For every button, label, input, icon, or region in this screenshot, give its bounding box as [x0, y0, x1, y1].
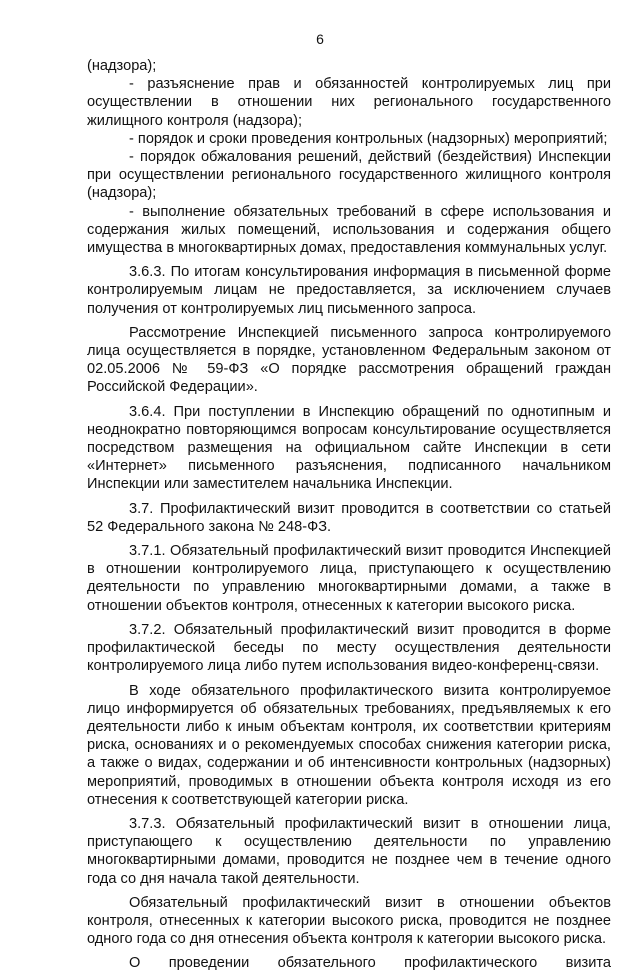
paragraph-3-6-3: 3.6.3. По итогам консультирования информация в письменной форме контролируемым лицам не предоставляется, за исключением случаев получения от контролируемых лиц письменного запроса. [87, 264, 611, 317]
list-item-control-procedure: - порядок и сроки проведения контрольных (надзорных) мероприятий; [129, 130, 608, 147]
list-item-appeal-procedure: - порядок обжалования решений, действий (бездействия) Инспекции при осуществлении регионального государственного жилищного контроля (надзора); [87, 149, 611, 202]
paragraph-3-7-1: 3.7.1. Обязательный профилактический визит проводится Инспекцией в отношении контролируемого лица, приступающего к осуществлению деятельности по управлению многоквартирными домами, а также в отношении объектов контроля, отнесенных к категории высокого риска. [87, 543, 611, 614]
list-item-mandatory-requirements: - выполнение обязательных требований в сфере использования и содержания жилых помещений, использования и содержания общего имущества в многоквартирных домах, предоставления коммунальных услуг. [87, 203, 611, 257]
page-number: 6 [316, 31, 324, 47]
paragraph-high-risk-visit: Обязательный профилактический визит в отношении объектов контроля, отнесенных к категории высокого риска, проводится не позднее одного года со дня отнесения объекта контроля к категории высокого риска. [87, 894, 611, 948]
paragraph-visit-notice: О проведении обязательного профилактического визита [129, 955, 611, 972]
paragraph-visit-information: В ходе обязательного профилактического визита контролируемое лицо информируется об обязательных требованиях, предъявляемых к его деятельности либо к иным объектам контроля, их соответствии критериям риска, основаниях и о рекомендуемых способах снижения категории риска, а также о видах, содержании и об интенсивности контрольных (надзорных) мероприятий, проводимых в отношении объекта контроля исходя из его отнесения к соответствующей категории риска. [87, 682, 611, 808]
paragraph-3-7-3: 3.7.3. Обязательный профилактический визит в отношении лица, приступающего к осуществлению деятельности по управлению многоквартирными домами, проводится не позднее чем в течение одного года со дня начала такой деятельности. [87, 815, 611, 887]
paragraph-3-6-4: 3.6.4. При поступлении в Инспекцию обращений по однотипным и неоднократно повторяющимся вопросам консультирование осуществляется посредством размещения на официальном сайте Инспекции в сети «Интернет» письменного разъяснения, подписанного начальником Инспекции или заместителем начальника Инспекции. [87, 403, 611, 493]
paragraph-3-7: 3.7. Профилактический визит проводится в соответствии со статьей 52 Федерального закона № 248-ФЗ. [87, 500, 611, 535]
list-item-rights-explanation: - разъяснение прав и обязанностей контролируемых лиц при осуществлении в отношении них регионального государственного жилищного контроля (надзора); [87, 76, 611, 129]
paragraph-3-7-2: 3.7.2. Обязательный профилактический визит проводится в форме профилактической беседы по месту осуществления деятельности контролируемого лица либо путем использования видео-конференц-связи. [87, 621, 611, 675]
paragraph-continuation: (надзора); [87, 58, 157, 74]
document-body [87, 57, 611, 973]
paragraph-written-request: Рассмотрение Инспекцией письменного запроса контролируемого лица осуществляется в порядке, установленном Федеральным законом от 02.05.2006 № 59-ФЗ «О порядке рассмотрения обращений граждан Российской Федерации». [87, 324, 611, 396]
